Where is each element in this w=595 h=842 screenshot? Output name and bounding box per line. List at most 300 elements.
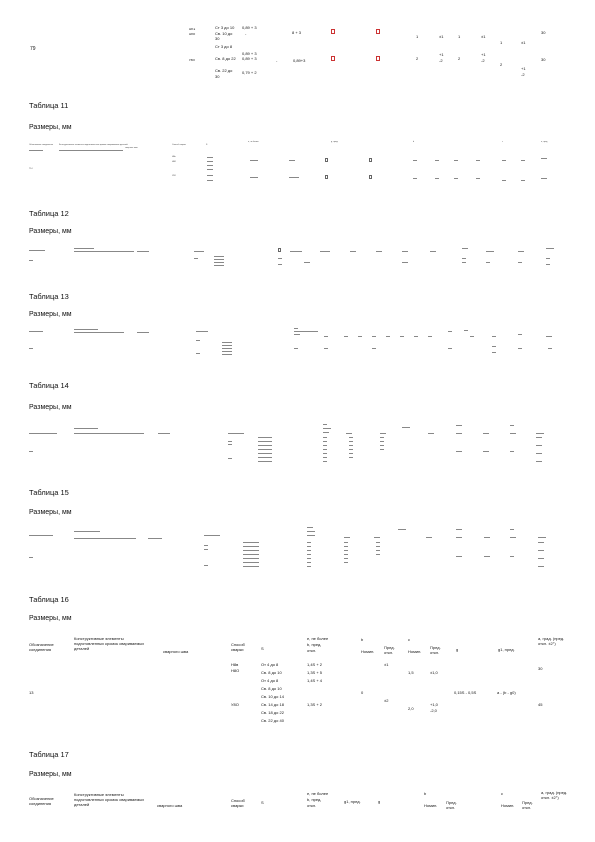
column-header: Номин. — [501, 803, 515, 808]
faint-rule — [456, 451, 462, 452]
faint-rule — [546, 258, 550, 259]
table-title: Таблица 14 — [29, 381, 69, 390]
column-header: b — [424, 791, 427, 796]
faint-rule — [294, 328, 298, 329]
column-header: S — [206, 144, 208, 146]
table-subtitle: Размеры, мм — [29, 311, 72, 318]
row-number: 79 — [30, 46, 36, 52]
e-cell: 0,79 + 2 — [242, 70, 257, 75]
value-cell: ±1 — [481, 34, 486, 39]
faint-rule — [349, 441, 353, 442]
c-cell: 2,0 — [408, 706, 414, 711]
faint-rule — [29, 535, 53, 536]
faint-rule — [462, 262, 466, 263]
faint-rule — [376, 542, 380, 543]
faint-rule — [137, 251, 149, 252]
table-subtitle: Размеры, мм — [29, 771, 72, 778]
thickness-cell: Св. 8 до 10 — [261, 670, 282, 675]
faint-rule — [214, 265, 224, 266]
column-header: Способ сварки — [231, 798, 245, 808]
faint-rule — [222, 345, 232, 346]
faint-rule — [538, 550, 544, 551]
faint-rule — [278, 258, 282, 259]
small-marker — [278, 248, 281, 252]
faint-rule — [74, 248, 94, 249]
table-title: Таблица 16 — [29, 595, 69, 604]
b-cell: 0 — [361, 690, 364, 695]
faint-rule — [476, 160, 480, 161]
faint-rule — [346, 433, 352, 434]
faint-rule — [502, 180, 506, 181]
value-cell: 30 — [541, 30, 546, 35]
faint-rule — [536, 445, 542, 446]
faint-rule — [349, 453, 353, 454]
thickness-cell: Св. 10 до 14 — [261, 694, 284, 699]
e-cell: 0,89 + 3 — [242, 51, 257, 56]
faint-rule — [349, 457, 353, 458]
faint-rule — [207, 169, 213, 170]
faint-rule — [228, 458, 232, 459]
faint-rule — [510, 451, 514, 452]
checkbox-marker — [331, 56, 335, 61]
column-header: сварного шва — [125, 147, 138, 149]
angle-cell: 45 — [538, 702, 543, 707]
faint-rule — [258, 461, 272, 462]
faint-rule — [29, 557, 33, 558]
column-header: b, пред. — [307, 642, 322, 647]
faint-rule — [344, 558, 348, 559]
table-title: Таблица 12 — [29, 209, 69, 218]
dash-cell: - — [245, 31, 247, 36]
faint-rule — [358, 336, 362, 337]
faint-rule — [510, 425, 514, 426]
column-header: e, не более — [307, 791, 329, 796]
thickness-cell: Ст 3 до 10 — [215, 25, 235, 30]
column-header: Обозначение соединения — [29, 642, 54, 652]
faint-rule — [214, 256, 224, 257]
faint-rule — [243, 542, 259, 543]
table-title: Таблица 13 — [29, 292, 69, 301]
b-cell: ±2 — [384, 698, 389, 703]
method-cell: Н8О — [189, 32, 196, 36]
faint-rule — [74, 428, 98, 429]
faint-rule — [29, 331, 43, 332]
b-cell: ±1 — [384, 662, 389, 667]
faint-rule — [538, 537, 546, 538]
faint-rule — [323, 461, 327, 462]
column-header: g — [378, 799, 381, 804]
faint-rule — [207, 161, 213, 162]
faint-rule — [29, 451, 33, 452]
faint-rule — [243, 554, 259, 555]
faint-rule — [148, 538, 162, 539]
table-subtitle: Размеры, мм — [29, 615, 72, 622]
column-header: c — [408, 637, 410, 642]
thickness-cell: Св. 14 до 18 — [261, 702, 284, 707]
checkbox-marker — [376, 29, 380, 34]
column-header: Обозначение соединения — [29, 144, 53, 146]
faint-rule — [214, 262, 224, 263]
faint-rule — [258, 453, 272, 454]
faint-rule — [464, 330, 468, 331]
method-cell: У8О — [231, 702, 239, 707]
thickness-cell: Св. 8 до 22 — [215, 56, 236, 61]
faint-rule — [454, 178, 458, 179]
faint-rule — [243, 550, 259, 551]
value-cell: -2 — [481, 58, 485, 63]
checkbox-marker — [331, 29, 335, 34]
faint-rule — [243, 546, 259, 547]
faint-rule — [204, 549, 208, 550]
g-cell: 0,15S - 0,5S — [454, 690, 477, 695]
c-cell: +1,0 — [430, 702, 438, 707]
column-header: g1, пред. — [498, 647, 515, 652]
faint-rule — [483, 451, 489, 452]
thickness-cell: Св. 18 до 22 — [261, 710, 284, 715]
faint-rule — [258, 437, 272, 438]
column-header: Пред. откл. — [522, 800, 533, 810]
faint-rule — [258, 445, 272, 446]
dash-cell: - — [276, 58, 278, 63]
row-number: Т14 — [29, 168, 33, 170]
thickness-cell: Св. 10 до — [215, 31, 233, 36]
faint-rule — [518, 251, 524, 252]
faint-rule — [324, 348, 328, 349]
method-cell: Н8в — [172, 156, 176, 158]
faint-rule — [376, 546, 380, 547]
faint-rule — [74, 332, 124, 333]
faint-rule — [428, 433, 434, 434]
faint-rule — [536, 433, 544, 434]
faint-rule — [398, 529, 406, 530]
column-header: откл. — [307, 803, 317, 808]
faint-rule — [350, 251, 356, 252]
faint-rule — [250, 177, 258, 178]
value-cell: 2 — [416, 56, 419, 61]
faint-rule — [196, 353, 200, 354]
value-cell: 2 — [458, 56, 461, 61]
faint-rule — [278, 264, 282, 265]
faint-rule — [546, 336, 552, 337]
faint-rule — [380, 445, 384, 446]
column-header: a, град — [541, 141, 548, 143]
faint-rule — [204, 565, 208, 566]
faint-rule — [536, 461, 542, 462]
faint-rule — [222, 348, 232, 349]
faint-rule — [380, 433, 386, 434]
method-cell: Н8 в — [189, 27, 196, 31]
faint-rule — [448, 348, 452, 349]
faint-rule — [349, 437, 353, 438]
faint-rule — [307, 535, 315, 536]
faint-rule — [435, 160, 439, 161]
faint-rule — [74, 531, 100, 532]
faint-rule — [456, 556, 462, 557]
faint-rule — [521, 180, 525, 181]
value-cell: +1 — [439, 52, 444, 57]
thickness-cell: От 4 до 8 — [261, 678, 279, 683]
table-subtitle: Размеры, мм — [29, 124, 72, 131]
faint-rule — [207, 165, 213, 166]
faint-rule — [462, 258, 466, 259]
column-header: откл. — [307, 648, 317, 653]
faint-rule — [258, 449, 272, 450]
faint-rule — [510, 537, 516, 538]
faint-rule — [228, 444, 232, 445]
faint-rule — [486, 251, 494, 252]
column-header: g, пред. — [331, 141, 339, 143]
faint-rule — [207, 180, 213, 181]
faint-rule — [304, 262, 310, 263]
faint-rule — [521, 160, 525, 161]
faint-rule — [307, 558, 311, 559]
faint-rule — [196, 340, 200, 341]
faint-rule — [323, 457, 327, 458]
faint-rule — [307, 554, 311, 555]
faint-rule — [536, 453, 542, 454]
faint-rule — [448, 331, 452, 332]
column-header: Номин. — [424, 803, 438, 808]
faint-rule — [290, 251, 302, 252]
faint-rule — [29, 260, 33, 261]
faint-rule — [372, 336, 376, 337]
column-header: Конструктивные элементы подготовленных кромок свариваемых деталей — [59, 144, 128, 146]
small-marker — [325, 175, 328, 179]
faint-rule — [258, 457, 272, 458]
value-cell: 1 — [416, 34, 419, 39]
faint-rule — [402, 262, 408, 263]
value-cell: +1 — [521, 66, 526, 71]
method-cell: Н8О — [172, 161, 177, 163]
thickness-cell: 30 — [215, 74, 220, 79]
column-header: сварного шва — [163, 649, 189, 654]
table-title: Таблица 17 — [29, 750, 69, 759]
faint-rule — [214, 259, 224, 260]
faint-rule — [456, 537, 462, 538]
faint-rule — [400, 336, 404, 337]
thickness-cell: Св. 22 до — [215, 68, 233, 73]
thickness-cell: Ст 3 до 8 — [215, 44, 233, 49]
faint-rule — [307, 566, 311, 567]
c-cell: ±1,0 — [430, 670, 438, 675]
faint-rule — [194, 258, 198, 259]
faint-rule — [538, 566, 544, 567]
faint-rule — [320, 251, 330, 252]
column-header: Способ сварки — [172, 144, 186, 146]
faint-rule — [29, 150, 43, 151]
row-number: 13 — [29, 690, 34, 695]
faint-rule — [510, 529, 514, 530]
faint-rule — [502, 160, 506, 161]
column-header: S — [261, 646, 264, 651]
faint-rule — [349, 449, 353, 450]
column-header: c — [502, 141, 503, 143]
method-cell: Н8в — [231, 662, 239, 667]
faint-rule — [207, 175, 213, 176]
e-cell: 0,89+3 — [293, 58, 306, 63]
faint-rule — [456, 529, 462, 530]
checkbox-marker — [376, 56, 380, 61]
faint-rule — [538, 558, 544, 559]
column-header: Способ сварки — [231, 642, 245, 652]
c-cell: -2,0 — [430, 708, 437, 713]
column-header: b, пред. — [307, 797, 322, 802]
faint-rule — [344, 562, 348, 563]
faint-rule — [456, 425, 462, 426]
faint-rule — [204, 545, 208, 546]
faint-rule — [294, 348, 298, 349]
g1-cell: a - (b - g0) — [497, 690, 516, 695]
faint-rule — [258, 441, 272, 442]
faint-rule — [414, 336, 418, 337]
column-header: Конструктивные элементы подготовленных кромок свариваемых деталей — [74, 636, 145, 651]
faint-rule — [243, 558, 259, 559]
faint-rule — [536, 437, 542, 438]
faint-rule — [380, 437, 384, 438]
faint-rule — [518, 348, 522, 349]
column-header: g1, пред. — [344, 799, 361, 804]
faint-rule — [307, 562, 311, 563]
faint-rule — [454, 160, 458, 161]
faint-rule — [380, 449, 384, 450]
faint-rule — [430, 251, 436, 252]
faint-rule — [470, 336, 474, 337]
value-cell: ±1 — [439, 34, 444, 39]
column-header: S — [261, 800, 264, 805]
value-cell: 2 — [500, 62, 503, 67]
e-cell: 1,3S + 5 — [307, 670, 323, 675]
faint-rule — [158, 433, 170, 434]
faint-rule — [323, 441, 327, 442]
faint-rule — [74, 251, 134, 252]
method-cell: У8О — [172, 175, 176, 177]
column-header: Конструктивные элементы подготовленных кромок свариваемых деталей — [74, 792, 145, 807]
faint-rule — [426, 537, 432, 538]
faint-rule — [344, 546, 348, 547]
column-header: a, град. (пред. откл. ±2°) — [538, 636, 565, 646]
faint-rule — [307, 550, 311, 551]
column-header: b — [413, 141, 415, 143]
column-header: Пред. откл. — [430, 645, 441, 655]
small-marker — [369, 158, 372, 162]
faint-rule — [546, 248, 554, 249]
faint-rule — [323, 453, 327, 454]
e-cell: 1,3S + 2 — [307, 702, 323, 707]
c-cell: 1,5 — [408, 670, 414, 675]
faint-rule — [492, 336, 496, 337]
faint-rule — [546, 264, 550, 265]
faint-rule — [323, 449, 327, 450]
faint-rule — [29, 348, 33, 349]
faint-rule — [483, 433, 489, 434]
faint-rule — [518, 262, 522, 263]
faint-rule — [228, 441, 232, 442]
column-header: сварного шва — [157, 803, 183, 808]
faint-rule — [538, 542, 544, 543]
faint-rule — [476, 178, 480, 179]
value-cell: ±1 — [521, 40, 526, 45]
small-marker — [325, 158, 328, 162]
faint-rule — [510, 556, 514, 557]
thickness-cell: Св. 22 до 40 — [261, 718, 284, 723]
small-marker — [369, 175, 372, 179]
faint-rule — [428, 336, 432, 337]
column-header: Обозначение соединения — [29, 796, 54, 806]
value-cell: +1 — [481, 52, 486, 57]
faint-rule — [541, 158, 547, 159]
faint-rule — [323, 424, 327, 425]
e-cell: 1,4S + 2 — [307, 662, 323, 667]
faint-rule — [59, 150, 123, 151]
table-subtitle: Размеры, мм — [29, 228, 72, 235]
faint-rule — [484, 556, 490, 557]
faint-rule — [492, 346, 496, 347]
faint-rule — [137, 332, 149, 333]
faint-rule — [228, 433, 244, 434]
faint-rule — [376, 554, 380, 555]
column-header: Номин. — [408, 649, 422, 654]
column-header: b — [361, 637, 364, 642]
faint-rule — [289, 160, 295, 161]
column-header: c — [501, 791, 503, 796]
faint-rule — [380, 441, 384, 442]
faint-rule — [204, 535, 220, 536]
faint-rule — [344, 537, 350, 538]
faint-rule — [372, 348, 376, 349]
method-cell: Н8О — [231, 668, 240, 673]
faint-rule — [323, 428, 331, 429]
value-cell: 1 — [500, 40, 503, 45]
faint-rule — [243, 562, 259, 563]
column-header: e, не более — [307, 636, 329, 641]
e-cell: 0,89 + 3 — [242, 25, 257, 30]
angle-cell: 30 — [538, 666, 543, 671]
column-header: e, не более — [248, 141, 259, 143]
faint-rule — [402, 251, 408, 252]
column-header: Номин. — [361, 649, 375, 654]
faint-rule — [243, 566, 259, 567]
value-cell: -2 — [521, 72, 525, 77]
faint-rule — [456, 433, 462, 434]
faint-rule — [492, 352, 496, 353]
column-header: Пред. откл. — [446, 800, 457, 810]
method-cell: У8О — [189, 58, 195, 62]
faint-rule — [74, 433, 144, 434]
faint-rule — [344, 542, 348, 543]
table-title: Таблица 11 — [29, 101, 69, 110]
faint-rule — [324, 336, 328, 337]
faint-rule — [510, 433, 516, 434]
faint-rule — [344, 336, 348, 337]
faint-rule — [196, 331, 208, 332]
faint-rule — [74, 329, 98, 330]
faint-rule — [486, 262, 490, 263]
column-header: g — [456, 647, 459, 652]
table-subtitle: Размеры, мм — [29, 509, 72, 516]
table-subtitle: Размеры, мм — [29, 404, 72, 411]
faint-rule — [435, 178, 439, 179]
e-cell: 1,4S + 4 — [307, 678, 323, 683]
faint-rule — [74, 538, 136, 539]
faint-rule — [349, 445, 353, 446]
thickness-cell: От 4 до 8 — [261, 662, 279, 667]
faint-rule — [374, 537, 380, 538]
faint-rule — [222, 351, 232, 352]
column-header: a, град. (пред. откл. ±2°) — [541, 790, 568, 800]
faint-rule — [344, 554, 348, 555]
faint-rule — [376, 550, 380, 551]
faint-rule — [222, 342, 232, 343]
